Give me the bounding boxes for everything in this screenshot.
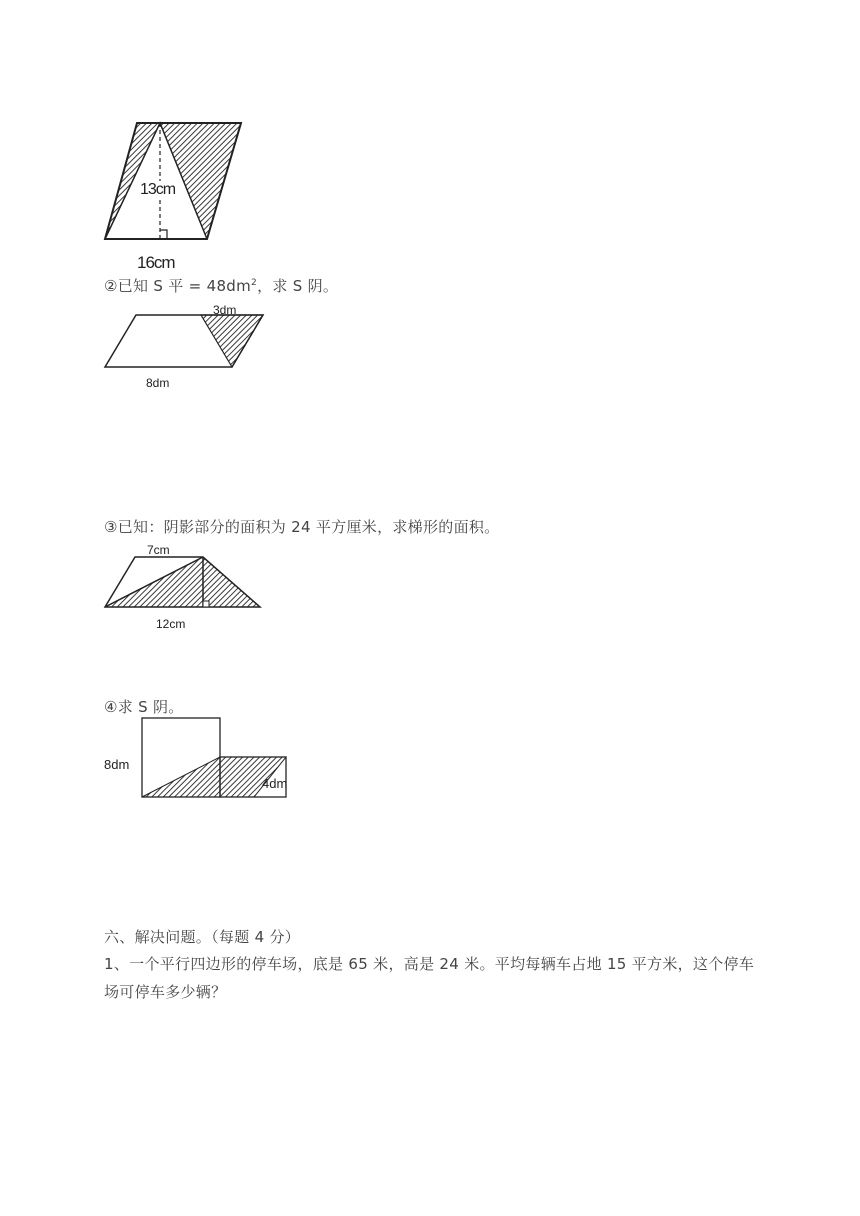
right-angle-mark <box>160 230 167 239</box>
section-heading: 六、解决问题。（每题 4 分） <box>104 928 301 946</box>
shaded-triangle <box>201 315 263 367</box>
height-label: 13cm <box>140 181 176 198</box>
figure-trapezoid <box>100 550 265 612</box>
figure-parallelogram-shaded-triangle <box>100 308 270 373</box>
problem-1: 1、一个平行四边形的停车场，底是 65 米，高是 24 米。平均每辆车占地 15 平方米，这个停车场可停车多少辆？ <box>104 955 755 1001</box>
question-2-text <box>104 275 338 296</box>
question-2-prefix: ②已知 S 平 = 48dm <box>104 277 252 295</box>
question-4-text: ④求 S 阴。 <box>104 698 184 716</box>
right-angle-mark <box>203 601 209 607</box>
question-2-superscript: 2 <box>251 278 258 288</box>
base-label: 8dm <box>146 376 170 390</box>
base-label: 12cm <box>156 617 186 631</box>
base-label: 16cm <box>137 253 175 272</box>
question-2-suffix: ，求 S 阴。 <box>257 277 339 295</box>
left-label: 8dm <box>104 757 130 772</box>
right-label: 4dm <box>262 776 288 791</box>
shaded-triangle <box>105 557 260 607</box>
top-label: 7cm <box>147 543 170 557</box>
top-label: 3dm <box>213 303 237 317</box>
question-3-text: ③已知：阴影部分的面积为 24 平方厘米，求梯形的面积。 <box>104 518 500 536</box>
